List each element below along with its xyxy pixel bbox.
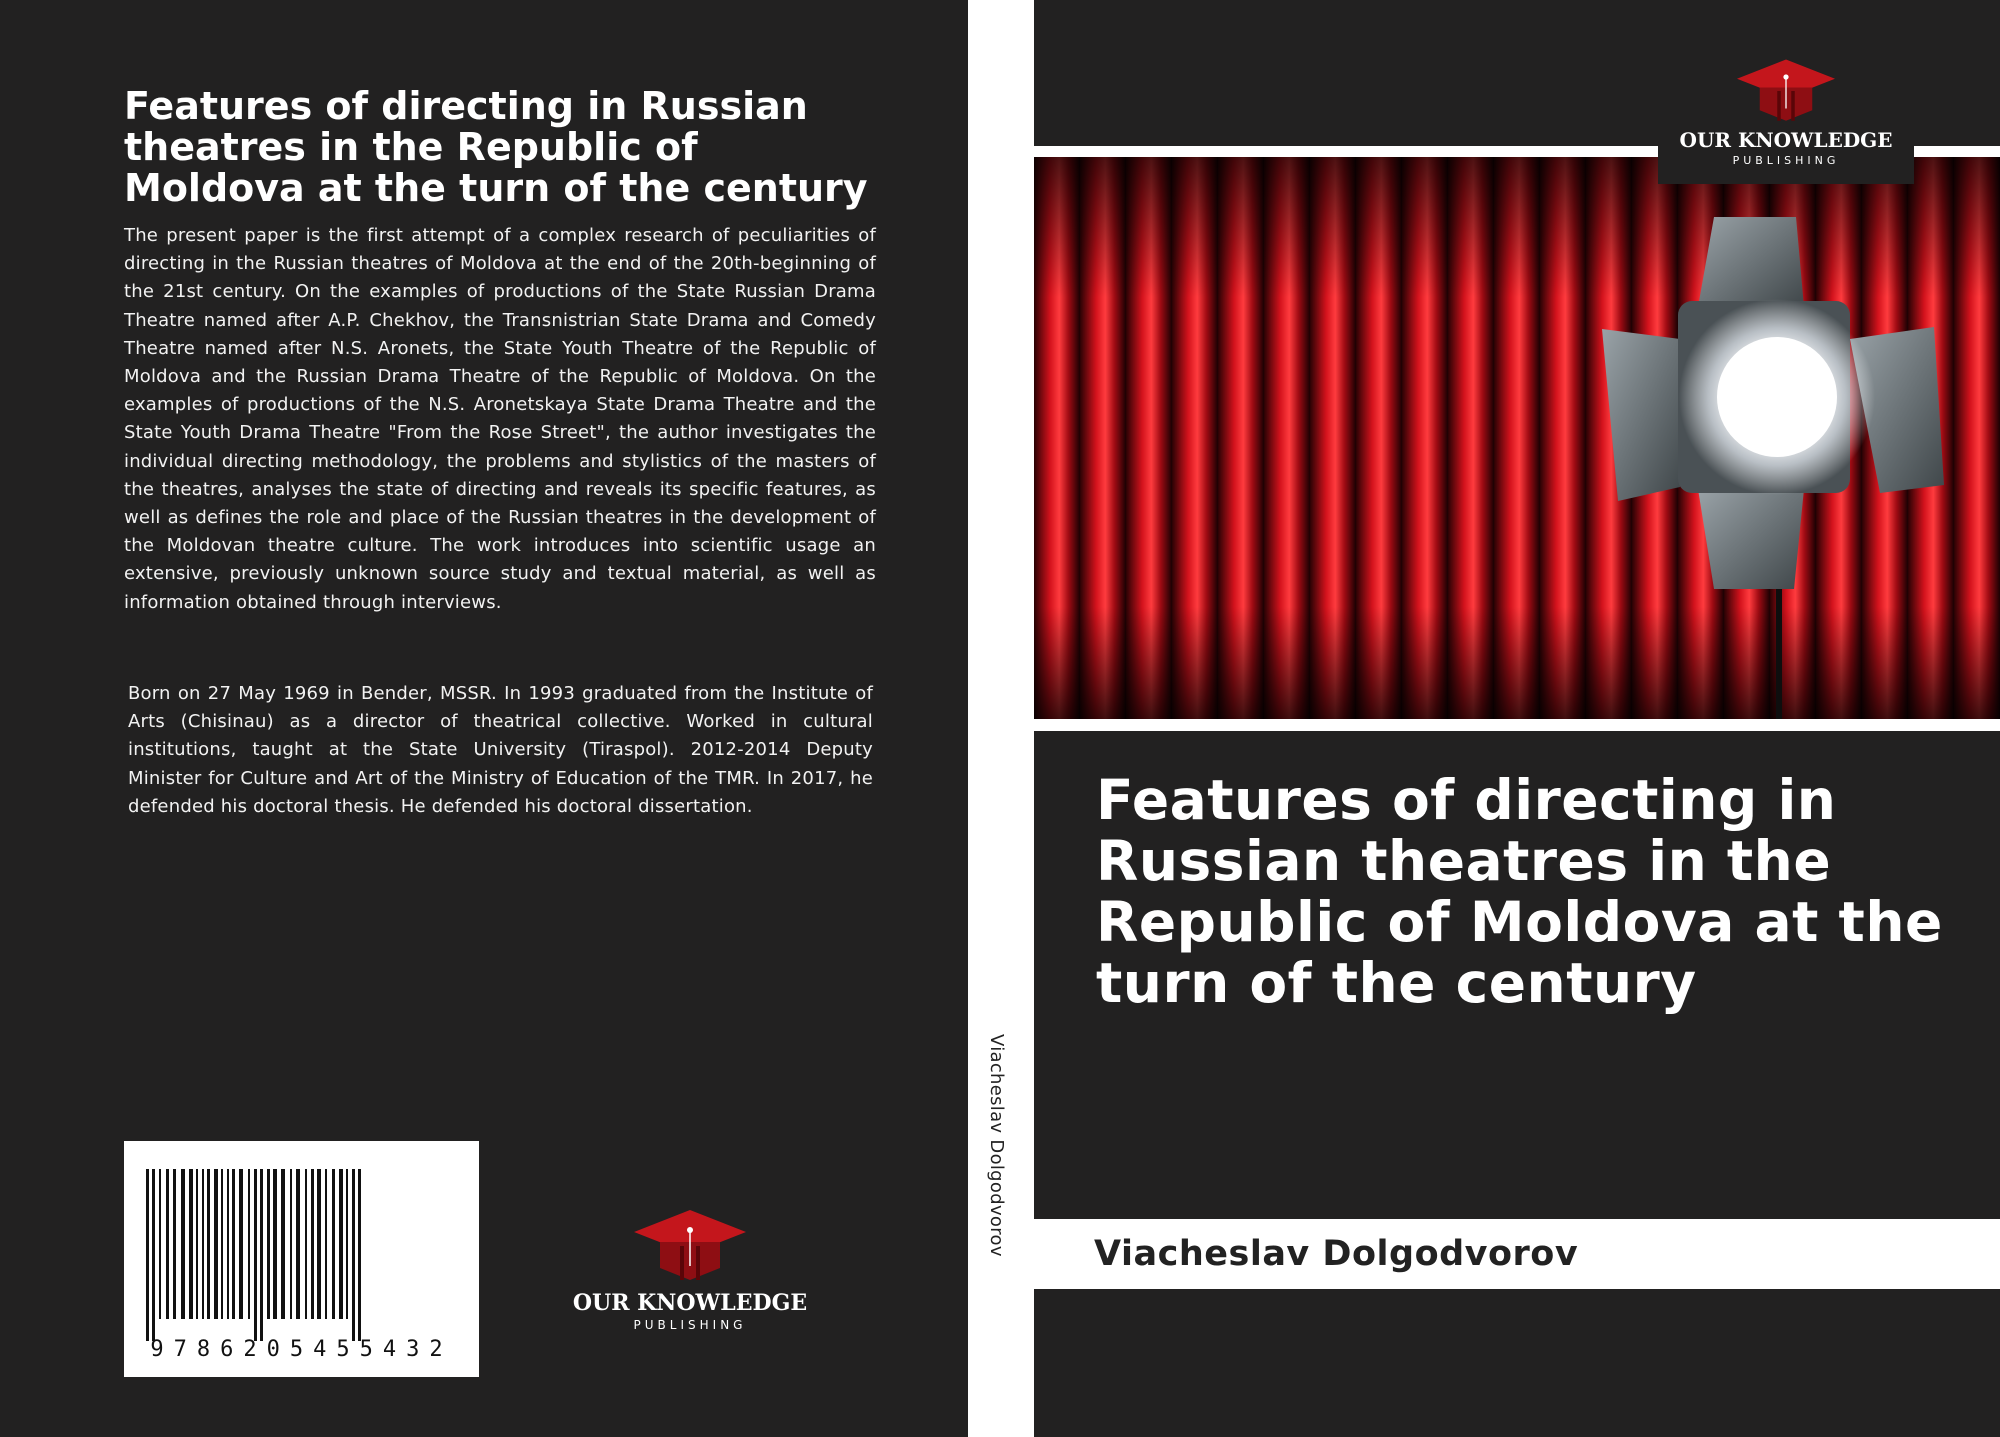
barcode-bar: [146, 1169, 149, 1341]
front-cover: [1034, 0, 2000, 1437]
barcode-bar: [290, 1169, 292, 1319]
back-cover: [0, 0, 968, 1437]
publisher-logo: [1658, 56, 1914, 167]
barcode-bar: [339, 1169, 343, 1319]
barcode-bar: [207, 1169, 210, 1319]
isbn-digits: 9786205455432: [150, 1337, 453, 1362]
publisher-name: OUR KNOWLEDGE: [1679, 128, 1893, 152]
isbn-barcode: [124, 1141, 479, 1377]
barcode-bar: [332, 1169, 335, 1319]
barcode-bar: [296, 1169, 300, 1319]
barcode-bar: [189, 1169, 193, 1319]
front-cover-author: Viacheslav Dolgodvorov: [1094, 1234, 1579, 1274]
divider: [1034, 719, 2000, 731]
barcode-bar: [202, 1169, 204, 1319]
barcode-bar: [239, 1169, 243, 1319]
graduation-cap-icon: [1730, 56, 1842, 126]
barcode-bar: [227, 1169, 229, 1319]
back-cover-summary: The present paper is the first attempt of a complex research of peculiarities of directing in the Russian theatres of Moldova at the end of the 20th-beginning of the 21st century. On the examples of productions of the State Russian Drama Theatre named after A.P. Chekhov, the Transnistrian State Drama and Comedy Theatre named after N.S. Aronets, the State Youth Theatre of the Republic of Moldova and the Russian Drama Theatre of the Republic of Moldova. On the examples of productions of the N.S. Aronetskaya State Drama Theatre and the State Youth Drama Theatre "From the Rose Street", the author investigates the individual directing methodology, the problems and stylistics of the masters of the theatres, analyses the state of directing and reveals its specific features, as well as defines the role and place of the Russian theatres in the development of the Moldovan theatre culture. The work introduces into scientific usage an extensive, previously unknown source study and textual material, as well as information obtained through interviews.: [124, 225, 876, 613]
barcode-bar: [173, 1169, 176, 1319]
author-band: [1034, 1219, 2000, 1289]
barcode-bar: [221, 1169, 223, 1319]
barcode-bar: [267, 1169, 270, 1319]
spotlight-icon: [1034, 157, 2000, 719]
graduation-cap-icon: [630, 1206, 750, 1286]
barcode-bar: [196, 1169, 198, 1319]
barcode-bar: [352, 1169, 355, 1341]
barcode-icon: [144, 1165, 462, 1345]
barcode-bar: [254, 1169, 257, 1341]
back-cover-title: Features of directing in Russian theatres in the Republic of Moldova at the turn of the century: [124, 84, 868, 210]
publisher-logo: [560, 1206, 820, 1332]
front-cover-title: Features of directing in Russian theatres in the Republic of Moldova at the turn of the century: [1096, 768, 1943, 1015]
publisher-name: OUR KNOWLEDGE: [572, 1290, 808, 1316]
cover-photo: [1034, 157, 2000, 719]
spine-author: Viacheslav Dolgodvorov: [986, 1034, 1007, 1257]
book-spine: [968, 0, 1034, 1437]
barcode-bar: [281, 1169, 285, 1319]
publisher-tagline: PUBLISHING: [1732, 154, 1840, 167]
barcode-bar: [273, 1169, 277, 1319]
barcode-bar: [159, 1169, 161, 1319]
barcode-bar: [346, 1169, 348, 1319]
publisher-tagline: PUBLISHING: [633, 1318, 747, 1332]
barcode-bar: [260, 1169, 263, 1341]
barcode-bar: [311, 1169, 314, 1319]
barcode-bar: [214, 1169, 218, 1319]
barcode-bar: [317, 1169, 321, 1319]
barcode-bar: [248, 1169, 250, 1319]
barcode-bar: [152, 1169, 155, 1341]
barcode-bar: [358, 1169, 361, 1341]
barcode-bar: [305, 1169, 307, 1319]
barcode-bar: [232, 1169, 235, 1319]
barcode-bar: [325, 1169, 327, 1319]
barcode-bar: [181, 1169, 185, 1319]
author-bio: Born on 27 May 1969 in Bender, MSSR. In 1993 graduated from the Institute of Arts (Chisinau) as a director of theatrical collective. Worked in cultural institutions, taught at the State University (Tiraspol). 2012-2014 Deputy Minister for Culture and Art of the Ministry of Education of the TMR. In 2017, he defended his doctoral thesis. He defended his doctoral dissertation.: [128, 683, 873, 817]
barcode-bar: [166, 1169, 169, 1319]
